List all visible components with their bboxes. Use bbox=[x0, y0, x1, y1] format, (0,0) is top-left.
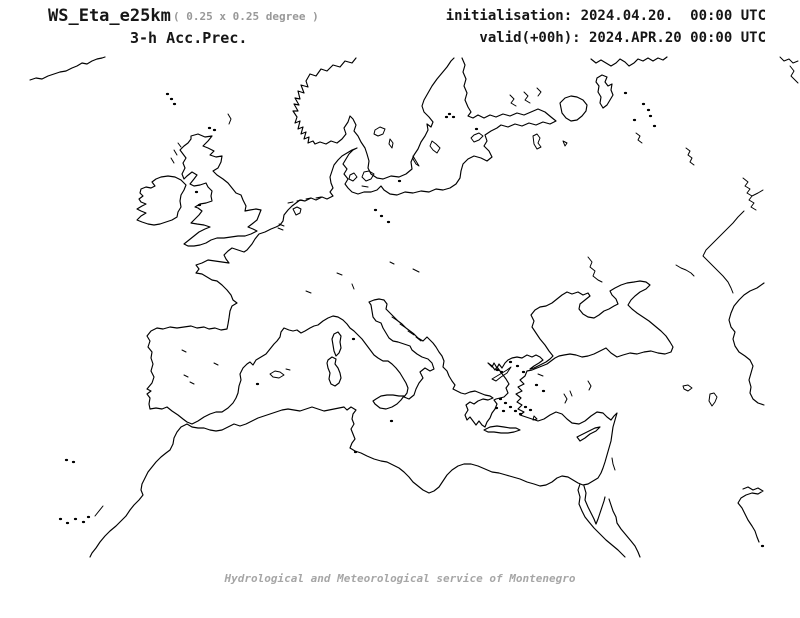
tsimlyansk-reservoir bbox=[676, 265, 694, 276]
crete-coastline bbox=[484, 426, 520, 433]
canary-islands bbox=[95, 506, 103, 516]
lake-urmia bbox=[709, 393, 717, 406]
oland bbox=[413, 156, 419, 166]
cyprus-coastline bbox=[577, 427, 600, 441]
balearic-islands bbox=[270, 369, 290, 378]
gotland bbox=[430, 141, 440, 153]
model-name: WS_Eta_e25km bbox=[48, 6, 171, 26]
red-sea-coastline bbox=[578, 484, 640, 557]
great-britain-coastline bbox=[180, 134, 261, 246]
credit-line: Hydrological and Meteorological service of Montenegro bbox=[224, 572, 576, 585]
white-sea-coastline bbox=[591, 57, 667, 66]
rybinsk-reservoir bbox=[636, 133, 642, 143]
persian-gulf-coastline bbox=[738, 487, 763, 542]
saaremaa bbox=[471, 133, 483, 142]
north-aegean-islands bbox=[538, 374, 543, 376]
lake-vanern bbox=[374, 127, 385, 136]
lake-peipus bbox=[533, 134, 541, 149]
lake-vattern bbox=[389, 139, 393, 148]
alpine-lakes bbox=[306, 262, 419, 293]
lake-onega bbox=[596, 75, 613, 108]
lake-ilmen bbox=[563, 141, 567, 146]
grid-resolution: ( 0.25 x 0.25 degree ) bbox=[173, 10, 319, 23]
hebrides bbox=[171, 143, 181, 163]
zeeland-delta bbox=[278, 224, 284, 230]
finnish-lakes bbox=[510, 88, 541, 106]
ijsselmeer bbox=[293, 207, 301, 215]
corsica-coastline bbox=[332, 332, 341, 356]
caspian-sea-coastline bbox=[729, 283, 764, 405]
valid-time: valid(+00h): 2024.APR.20 00:00 UTC bbox=[479, 30, 766, 46]
anatolian-lakes bbox=[564, 381, 591, 403]
volga-reservoirs bbox=[686, 148, 763, 293]
mainland-coastline bbox=[90, 58, 673, 557]
rhodes bbox=[533, 416, 537, 420]
lake-van bbox=[683, 385, 692, 391]
dead-sea bbox=[612, 458, 615, 470]
iceland-coastline bbox=[30, 57, 105, 80]
product-name: 3-h Acc.Prec. bbox=[130, 29, 248, 47]
iberian-reservoirs bbox=[182, 350, 218, 384]
initialisation-time: initialisation: 2024.04.20. 00:00 UTC bbox=[445, 8, 766, 24]
sardinia-coastline bbox=[327, 357, 341, 386]
shetland bbox=[228, 114, 231, 124]
northeast-river-fragment bbox=[780, 57, 798, 83]
ireland-coastline bbox=[137, 176, 186, 225]
sicily-coastline bbox=[373, 395, 404, 409]
lake-ladoga bbox=[560, 96, 587, 121]
dnieper-reservoirs bbox=[588, 257, 602, 282]
